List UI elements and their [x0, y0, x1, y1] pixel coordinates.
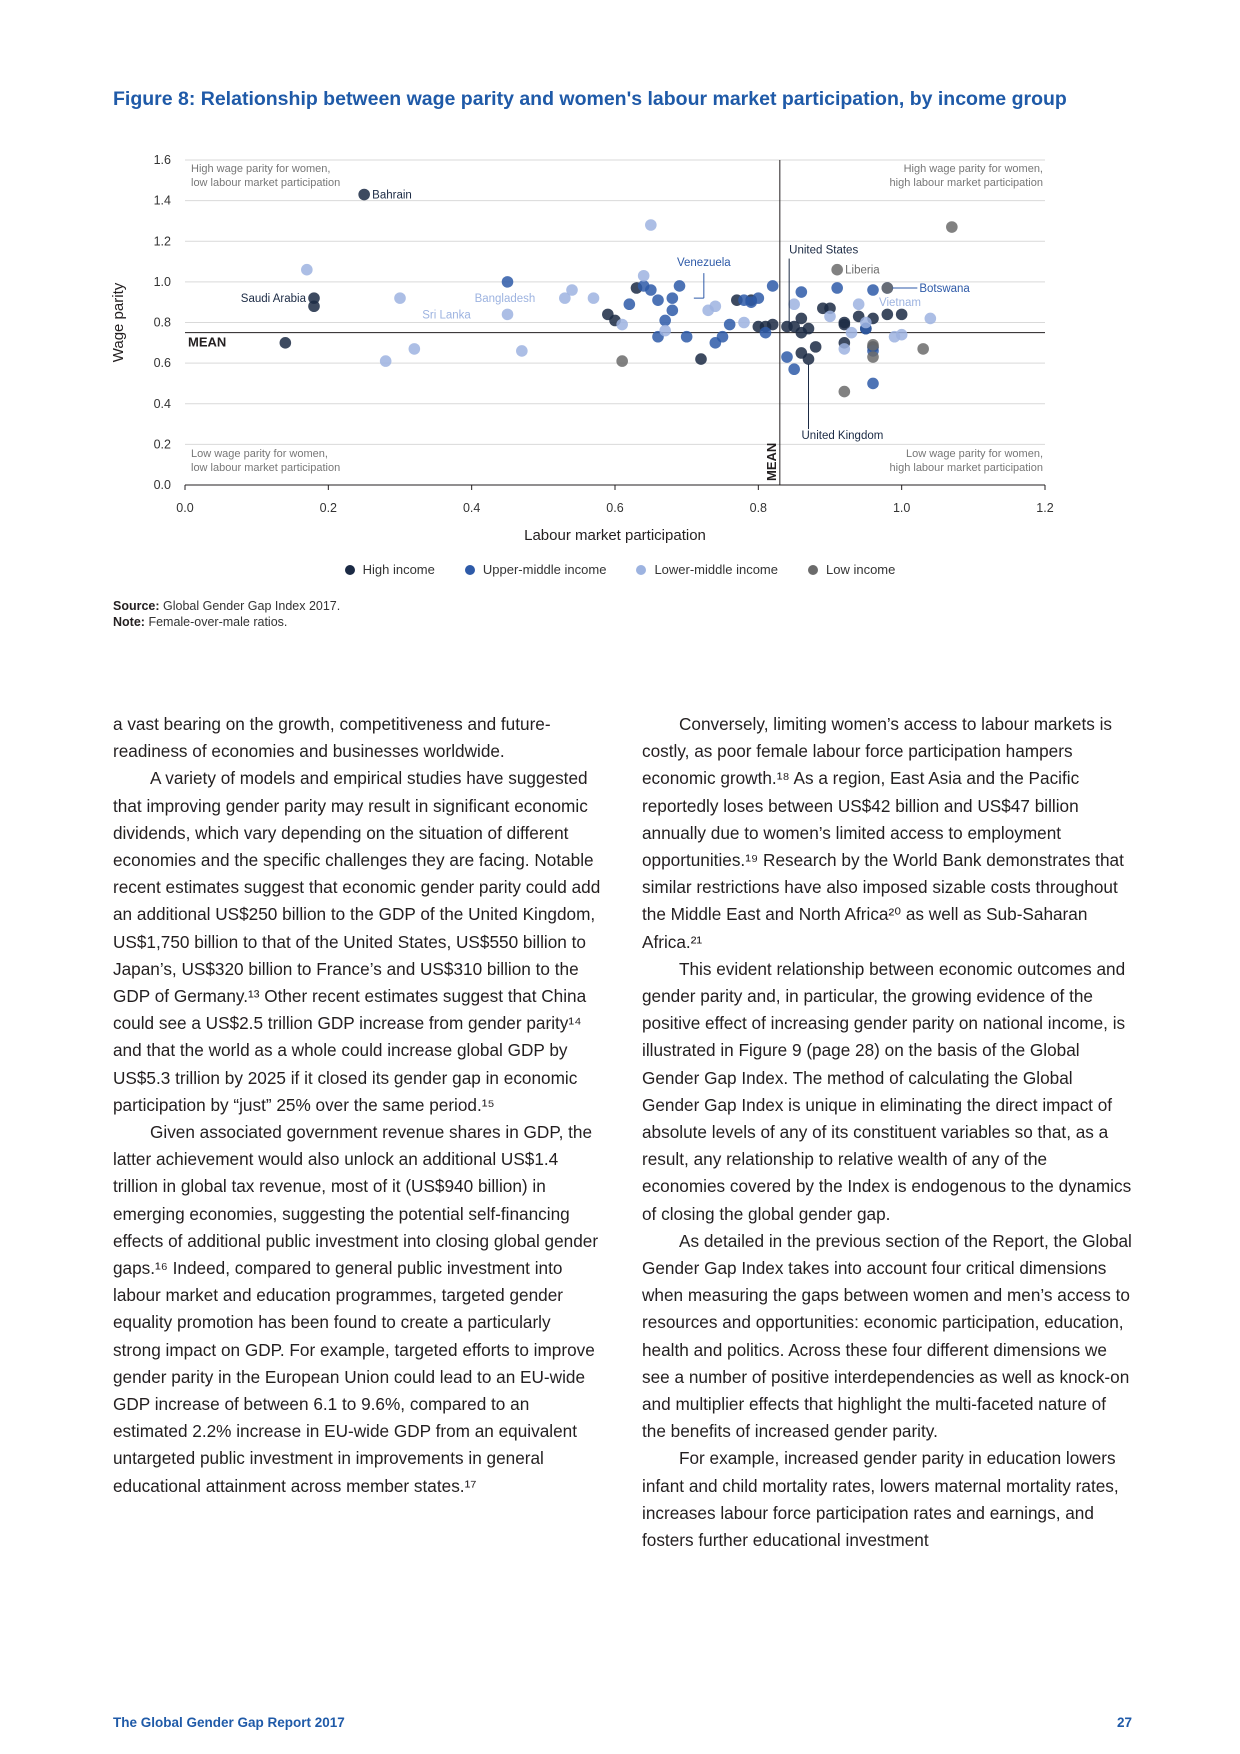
note-label: Note: [113, 615, 145, 629]
point-upper-middle-income [667, 292, 679, 304]
point-lower-middle-income [659, 325, 671, 337]
point-upper-middle-income [652, 294, 664, 306]
quadrant-label-top-right: high labour market participation [889, 177, 1043, 189]
legend-dot-icon [808, 565, 818, 575]
body-column-right [642, 711, 1132, 1554]
point-lower-middle-income [853, 298, 865, 310]
point-high-income [810, 341, 822, 353]
y-tick-label: 0.4 [153, 396, 171, 411]
legend-dot-icon [345, 565, 355, 575]
legend-label: Lower-middle income [654, 562, 778, 577]
point-upper-middle-income [717, 331, 729, 343]
point-lower-middle-income [409, 343, 421, 355]
point-lower-middle-income [566, 284, 578, 296]
source-line [113, 598, 340, 614]
legend-item-high-income [345, 562, 435, 577]
paragraph: Conversely, limiting women’s access to labour markets is costly, as poor female labour force participation hampers economic growth.¹⁸ As a region, East Asia and the Pacific reportedly loses between US$42 billion and US$47 billion annually due to women’s limited access to employment opportunities.¹⁹ Research by the World Bank demonstrates that similar restrictions have also imposed sizable costs throughout the Middle East and North Africa²⁰ as well as Sub-Saharan Africa.²¹ [642, 714, 1124, 952]
mean-label-horizontal: MEAN [188, 334, 227, 350]
point-lower-middle-income [710, 300, 722, 312]
chart-legend [0, 562, 1240, 577]
point-high-income [796, 327, 808, 339]
country-label: Liberia [845, 264, 880, 277]
point-upper-middle-income [674, 280, 686, 292]
point-upper-middle-income [831, 282, 843, 294]
footer-report-title: The Global Gender Gap Report 2017 [113, 1715, 345, 1730]
point-low-income [867, 339, 879, 351]
point-upper-middle-income [781, 351, 793, 363]
point-high-income [358, 189, 370, 201]
point-lower-middle-income [925, 313, 937, 325]
y-tick-label: 0.8 [153, 315, 171, 330]
y-tick-label: 1.2 [153, 234, 171, 249]
paragraph: As detailed in the previous section of the Report, the Global Gender Gap Index takes into account four critical dimensions when measuring the gaps between women and men’s access to resources and opportunities: economic participation, education, health and politics. Across these four different dimensions we see a number of positive interdependencies as well as knock-on and multiplier effects that highlight the multi-faceted nature of the benefits of increased gender parity. [642, 1230, 1132, 1442]
country-label: United States [789, 244, 859, 257]
note-text: Female-over-male ratios. [148, 615, 288, 629]
legend-item-low-income [808, 562, 895, 577]
point-high-income [796, 313, 808, 325]
point-upper-middle-income [753, 292, 765, 304]
point-upper-middle-income [867, 378, 879, 390]
country-label: United Kingdom [801, 430, 884, 443]
source-label: Source: [113, 599, 160, 613]
point-upper-middle-income [659, 315, 671, 327]
point-upper-middle-income [767, 280, 779, 292]
scatter-chart [100, 140, 1080, 550]
quadrant-label-bottom-left: low labour market participation [191, 462, 341, 474]
country-label: Sri Lanka [422, 309, 471, 322]
legend-item-lower-middle-income [636, 562, 778, 577]
legend-label: High income [362, 562, 435, 577]
paragraph: For example, increased gender parity in education lowers infant and child mortality rates, lowers maternal mortality rates, increases labour force participation rates and earnings, and fosters further educational investment [642, 1448, 1119, 1551]
point-lower-middle-income [516, 345, 528, 357]
paragraph: A variety of models and empirical studies have suggested that improving gender parity may result in significant economic dividends, which vary depending on the situation of different economies and the specific challenges they are facing. Notable recent estimates suggest that economic gender parity could add an additional US$250 billion to the GDP of the United Kingdom, US$1,750 billion to that of the United States, US$550 billion to Japan’s, US$320 billion to France’s and US$310 billion to the GDP of Germany.¹³ Other recent estimates suggest that China could see a US$2.5 trillion GDP increase from gender parity¹⁴ and that the world as a whole could increase global GDP by US$5.3 trillion by 2025 if it closed its gender gap in economic participation by “just” 25% over the same period.¹⁵ [113, 768, 601, 1115]
quadrant-label-bottom-right: Low wage parity for women, [906, 448, 1043, 460]
point-high-income [896, 309, 908, 321]
point-high-income [280, 337, 292, 349]
y-tick-label: 0.0 [153, 478, 171, 492]
point-lower-middle-income [645, 219, 657, 231]
x-tick-label: 1.2 [1036, 501, 1054, 515]
point-lower-middle-income [860, 317, 872, 329]
note-line [113, 614, 340, 630]
country-label: Venezuela [676, 257, 731, 270]
point-lower-middle-income [788, 298, 800, 310]
point-lower-middle-income [394, 292, 406, 304]
point-upper-middle-income [760, 327, 772, 339]
point-upper-middle-income [667, 305, 679, 317]
point-upper-middle-income [624, 298, 636, 310]
legend-dot-icon [636, 565, 646, 575]
point-high-income [882, 309, 894, 321]
x-axis-title: Labour market participation [524, 527, 706, 544]
y-tick-label: 0.6 [153, 356, 171, 371]
country-label: Vietnam [879, 297, 921, 310]
point-low-income [831, 264, 843, 276]
country-label: Saudi Arabia [240, 293, 306, 306]
point-upper-middle-income [724, 319, 736, 331]
legend-label: Upper-middle income [482, 562, 607, 577]
x-tick-label: 0.2 [319, 501, 338, 515]
point-lower-middle-income [839, 343, 851, 355]
y-tick-label: 0.2 [153, 437, 171, 452]
legend-dot-icon [465, 565, 475, 575]
y-axis-title: Wage parity [110, 282, 127, 363]
x-tick-label: 1.0 [892, 501, 911, 515]
point-upper-middle-income [788, 363, 800, 375]
x-tick-label: 0.6 [606, 501, 624, 515]
source-text: Global Gender Gap Index 2017. [163, 599, 341, 613]
point-upper-middle-income [502, 276, 514, 288]
point-low-income [882, 282, 894, 294]
point-high-income [803, 353, 815, 365]
legend-label: Low income [826, 562, 896, 577]
point-low-income [839, 386, 851, 398]
figure-title: Figure 8: Relationship between wage parity and women's labour market participation, by income group [113, 88, 1067, 110]
quadrant-label-top-right: High wage parity for women, [903, 163, 1043, 175]
x-tick-label: 0.8 [749, 501, 768, 515]
quadrant-label-top-left: low labour market participation [191, 177, 341, 189]
y-tick-label: 1.6 [153, 153, 171, 167]
point-lower-middle-income [738, 317, 750, 329]
quadrant-label-bottom-right: high labour market participation [889, 462, 1043, 474]
point-lower-middle-income [502, 309, 514, 321]
x-tick-label: 0.4 [462, 501, 481, 515]
body-column-left [113, 711, 603, 1500]
y-tick-label: 1.4 [153, 193, 171, 208]
point-high-income [695, 353, 707, 365]
country-label: Bangladesh [474, 293, 536, 306]
point-upper-middle-income [796, 286, 808, 298]
country-label: Botswana [919, 282, 970, 295]
point-lower-middle-income [824, 311, 836, 323]
paragraph: Given associated government revenue shares in GDP, the latter achievement would also unlock an additional US$1.4 trillion in global tax revenue, most of it (US$940 billion) in emerging economies, suggesting the potential self-financing effects of additional public investment into closing global gender gaps.¹⁶ Indeed, compared to general public investment into labour market and education programmes, targeted gender equality promotion has been found to create a particularly strong impact on GDP. For example, targeted efforts to improve gender parity in the European Union could lead to an EU-wide GDP increase of between 6.1 to 9.6%, compared to an estimated 2.2% increase in EU-wide GDP from an equivalent untargeted public investment in improvements in general educational attainment across member states.¹⁷ [113, 1122, 599, 1496]
quadrant-label-top-left: High wage parity for women, [191, 163, 331, 175]
paragraph: a vast bearing on the growth, competitiveness and future-readiness of economies and businesses worldwide. [113, 714, 551, 762]
point-low-income [867, 351, 879, 363]
point-low-income [917, 343, 929, 355]
country-label: Bahrain [372, 189, 412, 202]
x-tick-label: 0.0 [176, 501, 194, 515]
point-lower-middle-income [846, 327, 858, 339]
point-lower-middle-income [588, 292, 600, 304]
quadrant-label-bottom-left: Low wage parity for women, [191, 448, 328, 460]
point-lower-middle-income [638, 270, 650, 282]
figure-notes [113, 598, 340, 630]
y-tick-label: 1.0 [153, 274, 171, 289]
point-lower-middle-income [616, 319, 628, 331]
paragraph: This evident relationship between economic outcomes and gender parity and, in particular, the growing evidence of the positive effect of increasing gender parity on national income, is illustrated in Figure 9 (page 28) on the basis of the Global Gender Gap Index. The method of calculating the Global Gender Gap Index is unique in eliminating the direct impact of absolute levels of any of its constituent variables so that, as a result, any relationship to relative wealth of any of the economies covered by the Index is endogenous to the dynamics of closing the global gender gap. [642, 958, 1132, 1224]
point-lower-middle-income [896, 329, 908, 341]
point-low-income [616, 355, 628, 367]
legend-item-upper-middle-income [465, 562, 607, 577]
point-upper-middle-income [681, 331, 693, 343]
point-upper-middle-income [645, 284, 657, 296]
point-upper-middle-income [867, 284, 879, 296]
footer-page-number: 27 [1116, 1715, 1132, 1730]
point-low-income [946, 221, 958, 233]
point-lower-middle-income [301, 264, 313, 276]
mean-label-vertical: MEAN [763, 442, 779, 481]
point-high-income [308, 300, 320, 312]
point-lower-middle-income [380, 355, 392, 367]
